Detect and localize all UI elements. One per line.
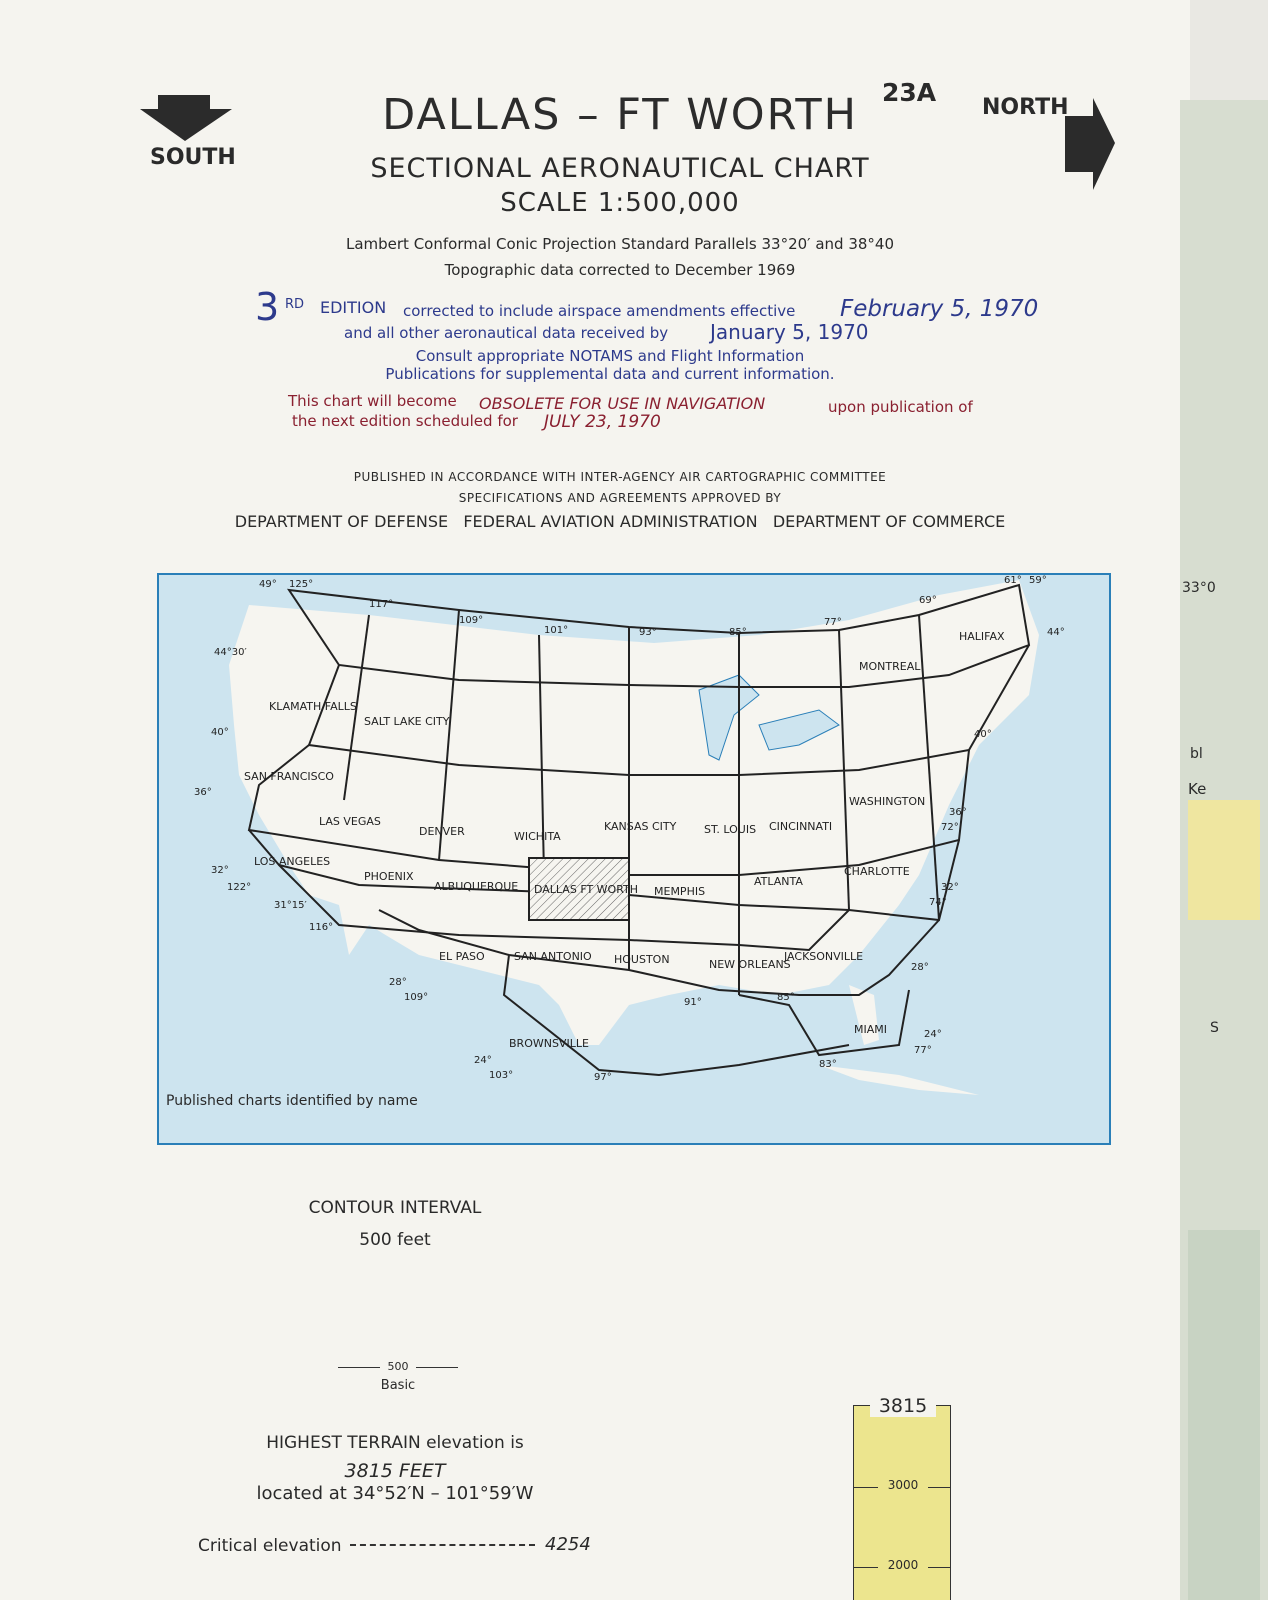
label-houston: HOUSTON [614,953,670,966]
lon-72: 72° [941,822,959,833]
index-map-graphic [159,575,1109,1143]
edition-line4: Publications for supplemental data and current information. [385,365,835,383]
adjacent-map-edge [1180,100,1268,1600]
label-atlanta: ATLANTA [754,875,803,888]
lat-32: 32° [211,865,229,876]
lon-109-bottom: 109° [404,992,429,1003]
chart-number: 23A [882,78,937,107]
highest-terrain-location: located at 34°52′N – 101°59′W [256,1483,534,1504]
label-dallas-ft-worth: DALLAS FT WORTH [534,883,639,896]
index-map-caption: Published charts identified by name [166,1093,418,1109]
us-land-mass [229,580,1039,1045]
lat-40: 40° [211,727,229,738]
label-el-paso: EL PASO [439,950,485,963]
south-arrow-icon [140,95,235,143]
obsolete-highlight: OBSOLETE FOR USE IN NAVIGATION [479,394,766,413]
map-edge-text-3: S [1210,1020,1219,1036]
edition-line1: corrected to include airspace amendments effective [403,302,796,320]
publisher-line2: SPECIFICATIONS AND AGREEMENTS APPROVED BY [458,491,782,505]
lon-117: 117° [369,599,394,610]
lat-36-right: 36° [949,807,967,818]
edition-number: 3 [255,285,280,329]
label-san-antonio: SAN ANTONIO [514,950,592,963]
legend-top-value: 3815 [870,1395,936,1417]
label-albuquerque: ALBUQUERQUE [434,880,519,893]
lat-44-right: 44° [1047,627,1065,638]
sectional-chart-index-map [157,573,1111,1145]
basic-contour-value: 500 [380,1360,416,1373]
lat-49: 49° [259,579,277,590]
lon-97-bottom: 97° [594,1072,612,1083]
effective-date: February 5, 1970 [840,296,1039,322]
label-klamath-falls: KLAMATH FALLS [269,700,357,713]
label-salt-lake-city: SALT LAKE CITY [364,715,450,728]
lon-125: 125° [289,579,314,590]
lon-103-bottom: 103° [489,1070,514,1081]
label-charlotte: CHARLOTTE [844,865,910,878]
lon-116: 116° [309,922,334,933]
label-st-louis: ST. LOUIS [704,823,757,836]
label-jacksonville: JACKSONVILLE [784,950,864,963]
contour-interval-value: 500 feet [359,1230,431,1250]
south-label: SOUTH [150,145,236,170]
lat-32-right: 32° [941,882,959,893]
critical-elevation-leader [350,1544,535,1546]
edition-suffix: RD [285,297,305,312]
lon-77: 77° [824,617,842,628]
lon-77-bottom: 77° [914,1045,932,1056]
label-cincinnati: CINCINNATI [769,820,833,833]
label-denver: DENVER [419,825,465,838]
chart-subtitle: SECTIONAL AERONAUTICAL CHART [370,153,870,184]
lon-109: 109° [459,615,484,626]
lat-24-left: 24° [474,1055,492,1066]
lon-122: 122° [227,882,252,893]
lon-91-bottom: 91° [684,997,702,1008]
publishing-agencies: DEPARTMENT OF DEFENSE FEDERAL AVIATION ADMINISTRATION DEPARTMENT OF COMMERCE [234,512,1006,531]
lat-44-30: 44°30′ [214,647,247,658]
critical-elevation-label: Critical elevation [198,1536,342,1556]
topo-note: Topographic data corrected to December 1969 [444,261,796,279]
critical-elevation-value: 4254 [545,1534,591,1555]
label-san-francisco: SAN FRANCISCO [244,770,334,783]
chart-scale: SCALE 1:500,000 [500,188,740,218]
next-edition-date: JULY 23, 1970 [544,412,661,432]
obsolete-line2: the next edition scheduled for [292,412,518,430]
label-las-vegas: LAS VEGAS [319,815,381,828]
highest-terrain-line1: HIGHEST TERRAIN elevation is [266,1433,524,1453]
lat-24-right: 24° [924,1029,942,1040]
chart-title: DALLAS – FT WORTH [382,90,858,140]
projection-note: Lambert Conformal Conic Projection Standard Parallels 33°20′ and 38°40 [345,235,895,253]
data-cutoff-date: January 5, 1970 [710,320,869,344]
lon-85-bottom: 85° [777,992,795,1003]
highest-terrain-elevation: 3815 FEET [344,1460,446,1482]
label-halifax: HALIFAX [959,630,1005,643]
lon-101: 101° [544,625,569,636]
lat-31-15: 31°15′ [274,900,307,911]
lon-74: 74° [929,897,947,908]
label-miami: MIAMI [854,1023,887,1036]
label-washington: WASHINGTON [849,795,926,808]
map-edge-lat-label: 33°0 [1182,580,1216,596]
lon-93: 93° [639,627,657,638]
lat-40-right: 40° [974,729,992,740]
lon-61: 61° [1004,575,1022,586]
label-los-angeles: LOS ANGELES [254,855,331,868]
lat-28-left: 28° [389,977,407,988]
lon-69: 69° [919,595,937,606]
lon-59: 59° [1029,575,1047,586]
label-montreal: MONTREAL [859,660,921,673]
green-tint-area [1188,1230,1260,1600]
lon-85: 85° [729,627,747,638]
label-brownsville: BROWNSVILLE [509,1037,589,1050]
label-wichita: WICHITA [514,830,561,843]
label-new-orleans: NEW ORLEANS [709,958,791,971]
cuba-land [819,1065,979,1095]
label-kansas-city: KANSAS CITY [604,820,677,833]
yellow-tint-area [1188,800,1260,920]
obsolete-line1b: upon publication of [828,398,973,416]
lat-28-right: 28° [911,962,929,973]
edition-line3: Consult appropriate NOTAMS and Flight Information [415,347,805,365]
map-edge-text-2: Ke [1188,780,1207,798]
label-memphis: MEMPHIS [654,885,706,898]
obsolete-line1a: This chart will become [288,392,457,410]
legend-mid-value: 3000 [878,1478,928,1492]
label-phoenix: PHOENIX [364,870,414,883]
map-edge-text-1: bl [1190,746,1203,762]
lon-83-bottom: 83° [819,1059,837,1070]
edition-line2: and all other aeronautical data received by [344,324,669,342]
lat-36: 36° [194,787,212,798]
north-arrow-icon [1065,98,1117,194]
publisher-line1: PUBLISHED IN ACCORDANCE WITH INTER-AGENCY AIR CARTOGRAPHIC COMMITTEE [353,470,887,484]
north-label: NORTH [982,95,1069,120]
contour-interval-label: CONTOUR INTERVAL [308,1198,482,1218]
basic-contour-label: Basic [380,1378,416,1393]
edition-word: EDITION [320,298,387,317]
legend-bottom-value: 2000 [878,1558,928,1572]
